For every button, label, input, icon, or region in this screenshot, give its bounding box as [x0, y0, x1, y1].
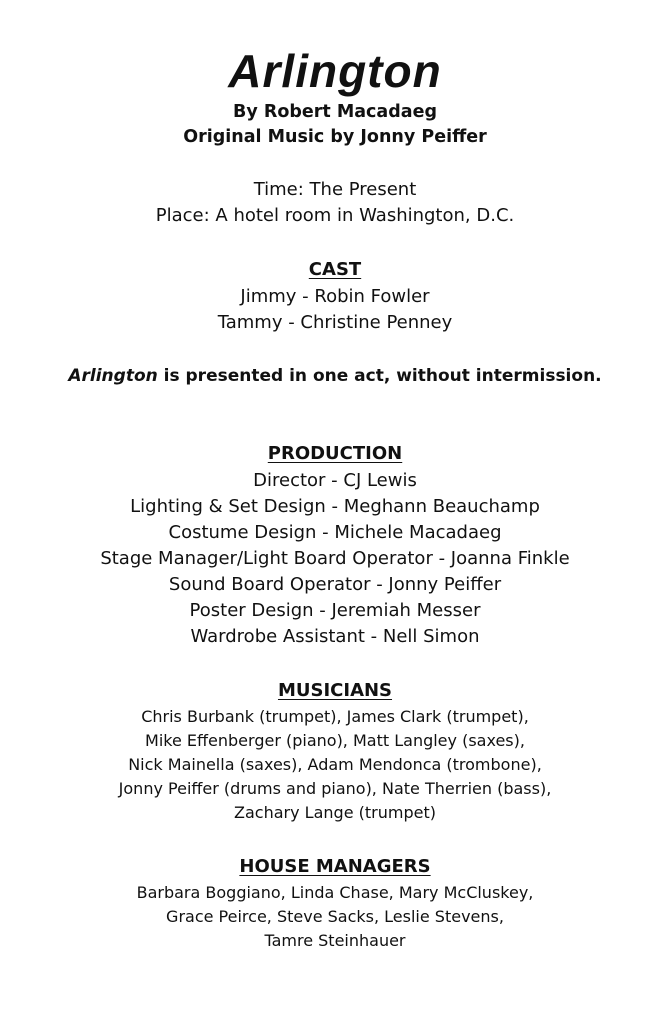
musicians-entry: Mike Effenberger (piano), Matt Langley (saxes),: [145, 731, 525, 750]
musicians-entry: Nick Mainella (saxes), Adam Mendonca (trombone),: [128, 755, 542, 774]
musicians-entry: Jonny Peiffer (drums and piano), Nate Therrien (bass),: [118, 779, 552, 798]
cast-list: [0, 284, 670, 336]
cast-entry: Jimmy - Robin Fowler: [240, 286, 430, 307]
house-managers-entry: Tamre Steinhauer: [264, 931, 406, 950]
production-entry: Director - CJ Lewis: [253, 470, 417, 491]
music-credit: Original Music by Jonny Peiffer: [183, 127, 487, 147]
musicians-list: [0, 705, 670, 825]
cast-entry: Tammy - Christine Penney: [217, 312, 453, 333]
place-line: Place: A hotel room in Washington, D.C.: [155, 205, 515, 226]
play-title: Arlington: [228, 45, 442, 97]
production-entry: Stage Manager/Light Board Operator - Joanna Finkle: [100, 548, 570, 569]
house-managers-heading: HOUSE MANAGERS: [239, 856, 431, 877]
house-managers-list: [0, 881, 670, 953]
house-managers-entry: Barbara Boggiano, Linda Chase, Mary McCluskey,: [136, 883, 534, 902]
production-entry: Lighting & Set Design - Meghann Beauchamp: [130, 496, 540, 517]
musicians-entry: Chris Burbank (trumpet), James Clark (trumpet),: [141, 707, 529, 726]
musicians-entry: Zachary Lange (trumpet): [234, 803, 436, 822]
production-heading: PRODUCTION: [267, 443, 403, 464]
musicians-heading: MUSICIANS: [277, 680, 393, 701]
production-list: [0, 468, 670, 650]
production-entry: Wardrobe Assistant - Nell Simon: [190, 626, 480, 647]
time-line: Time: The Present: [253, 179, 417, 200]
production-entry: Sound Board Operator - Jonny Peiffer: [168, 574, 502, 595]
production-entry: Costume Design - Michele Macadaeg: [168, 522, 502, 543]
house-managers-entry: Grace Peirce, Steve Sacks, Leslie Stevens,: [166, 907, 504, 926]
note-text: is presented in one act, without intermission.: [157, 366, 602, 386]
production-entry: Poster Design - Jeremiah Messer: [189, 600, 481, 621]
note-title: Arlington: [68, 366, 158, 386]
cast-heading: CAST: [308, 259, 362, 280]
intermission-note: [0, 364, 670, 388]
author-credit: By Robert Macadaeg: [233, 102, 437, 122]
